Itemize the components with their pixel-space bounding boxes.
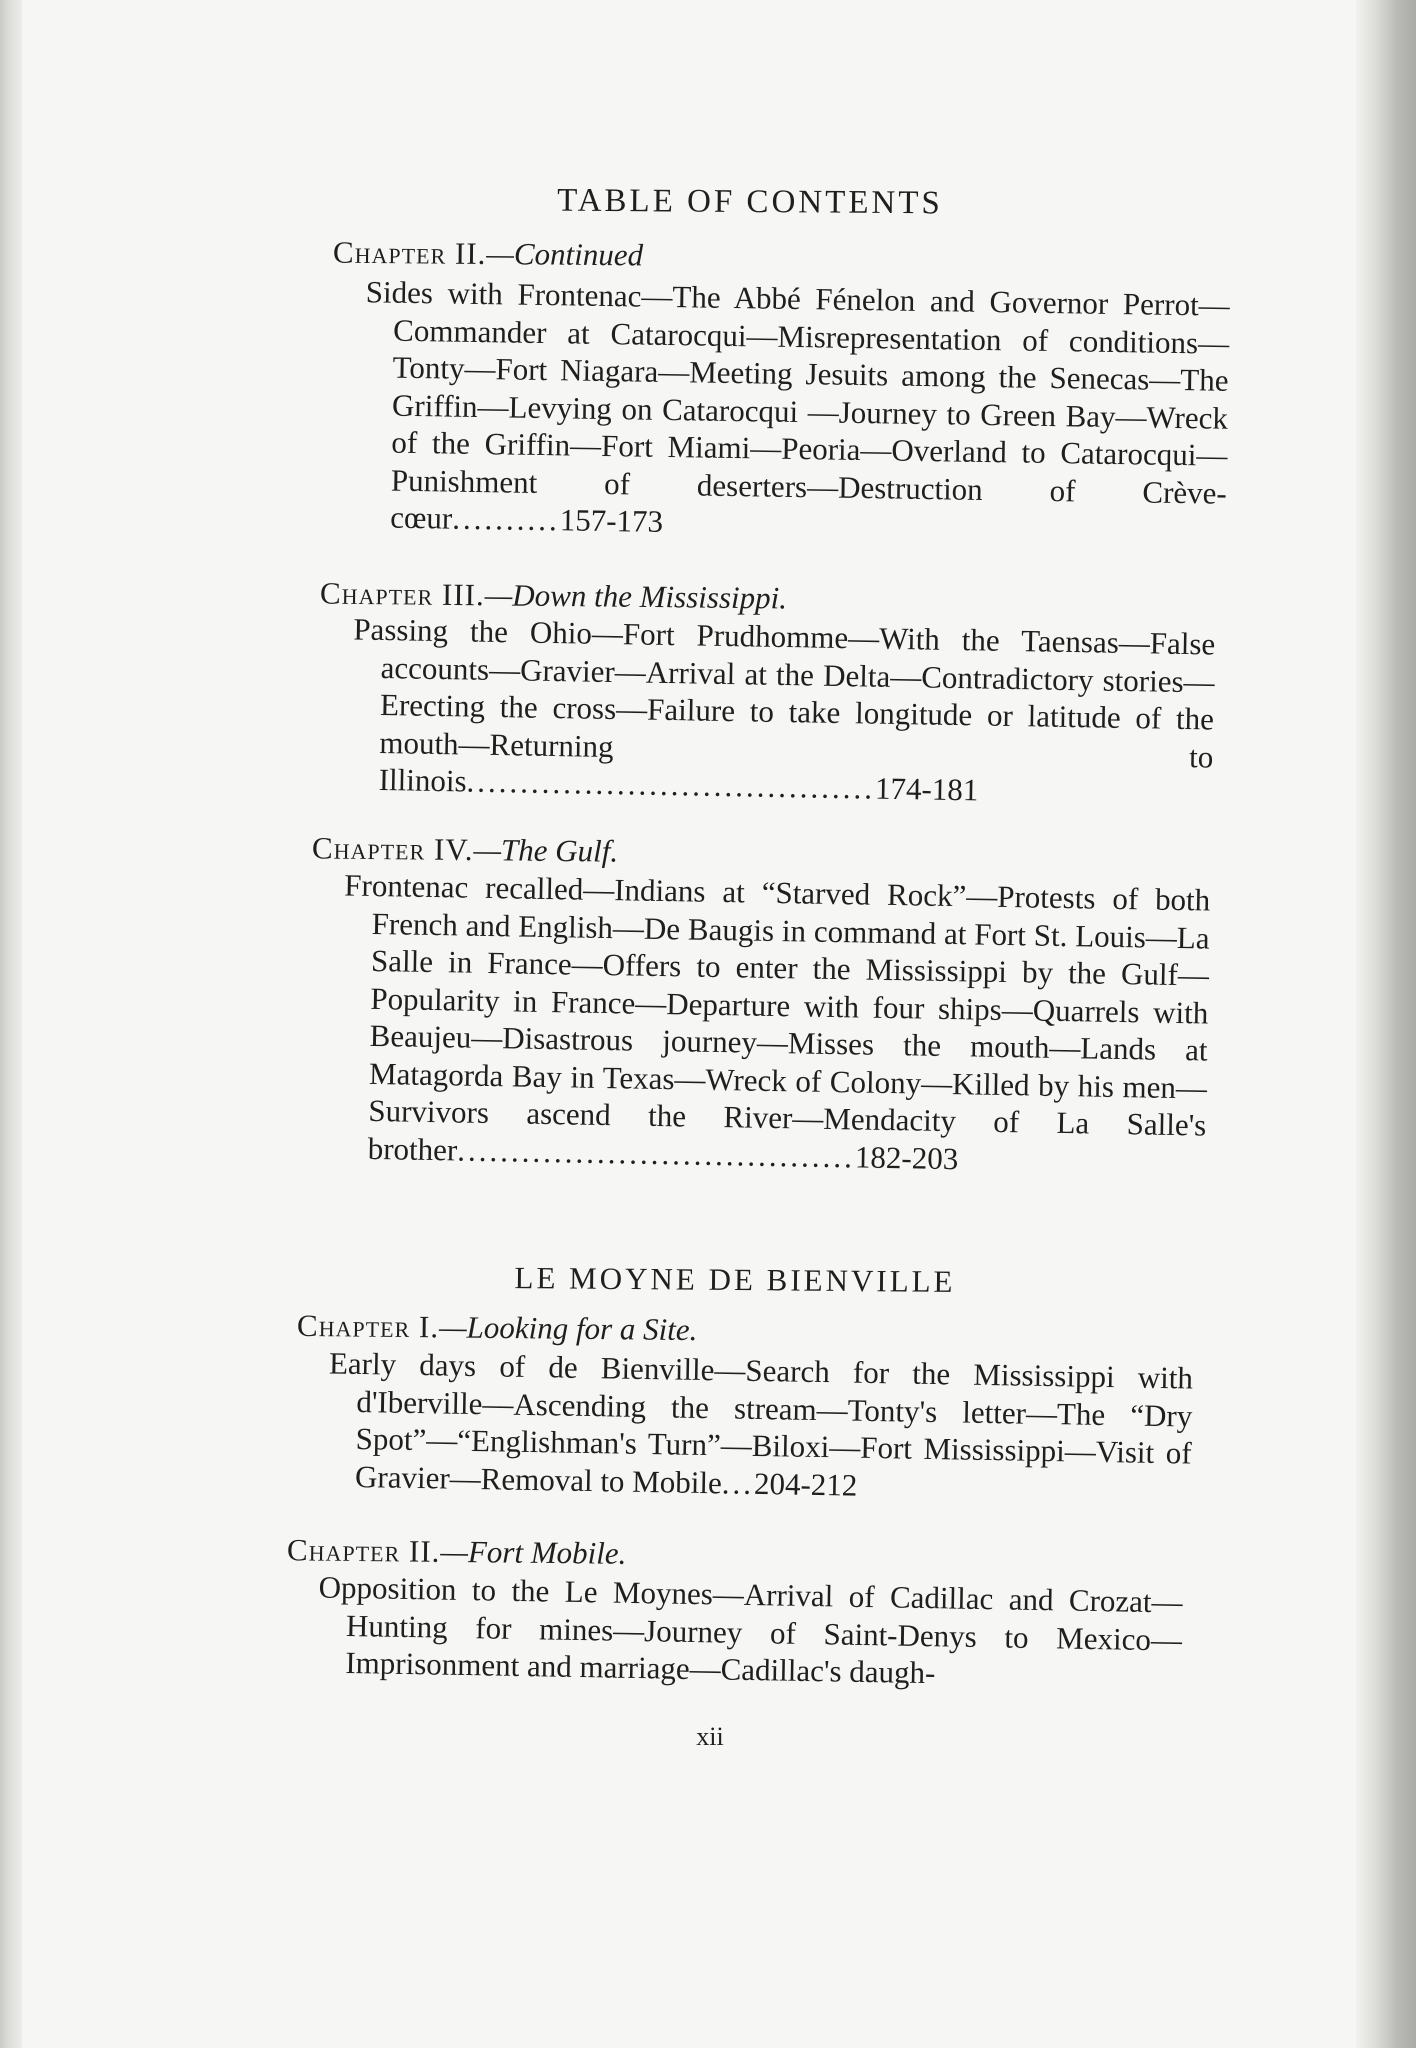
page-range: 204-212 bbox=[753, 1465, 858, 1503]
chapter-subtitle: —Continued bbox=[486, 235, 644, 273]
chapter-summary bbox=[317, 1568, 1183, 1696]
chapter-subtitle: —The Gulf. bbox=[473, 832, 619, 869]
summary-text: Early days of de Bienville—Search for the Mississippi with d'Iberville—Ascending the stream—Tonty's letter—The “Dry Spot”—“Englishman's Turn”—Biloxi—Fort Mississippi—Visit of Gravier—Removal to Mobile bbox=[328, 1345, 1194, 1500]
chapter-subtitle: —Fort Mobile. bbox=[440, 1533, 627, 1571]
chapter-heading bbox=[312, 830, 619, 869]
leader-dots: ... bbox=[721, 1464, 755, 1501]
leader-dots: ..................................... bbox=[456, 1131, 856, 1174]
page-range: 157-173 bbox=[559, 502, 664, 539]
chapter-subtitle: —Down the Mississippi. bbox=[484, 577, 788, 616]
page-number: xii bbox=[696, 1722, 724, 1751]
chapter-label: Chapter II. bbox=[286, 1532, 441, 1569]
chapter-summary bbox=[327, 1344, 1193, 1509]
summary-text: Sides with Frontenac—The Abbé Fénelon and Governor Perrot—Commander at Catarocqui—Misrepresentation of conditions—Tonty—Fort Niagara—Meeting Jesuits among the Senecas—The Griffin—Levying on Catarocqui —Journey to Green Bay—Wreck of the Griffin—Fort Miami—Peoria—Overland to Catarocqui—Punishment of deserters—Destruction of Crève-cœur bbox=[365, 274, 1230, 536]
chapter-label: Chapter III. bbox=[319, 575, 485, 613]
chapter-summary bbox=[339, 866, 1210, 1181]
chapter-summary bbox=[362, 273, 1230, 549]
chapter-label: Chapter II. bbox=[332, 234, 487, 271]
leader-dots: .......... bbox=[451, 500, 561, 538]
chapter-label: Chapter IV. bbox=[311, 830, 474, 868]
summary-text: Opposition to the Le Moynes—Arrival of Cadillac and Crozat—Hunting for mines—Journey of Saint-Denys to Mexico—Imprisonment and marriage—Cadillac's daugh- bbox=[318, 1569, 1183, 1691]
running-head: TABLE OF CONTENTS bbox=[557, 182, 943, 222]
page-range: 174-181 bbox=[874, 770, 979, 808]
leader-dots: ...................................... bbox=[466, 763, 876, 806]
chapter-subtitle: —Looking for a Site. bbox=[438, 1309, 698, 1348]
page-range: 182-203 bbox=[854, 1138, 959, 1176]
summary-text: Frontenac recalled—Indians at “Starved Rock”—Protests of both French and English—De Baugis in command at Fort St. Louis—La Salle in France—Offers to enter the Mississippi by the Gulf—Popularity in France—Departure with four ships—Quarrels with Beaujeu—Disastrous journey—Misses the mouth—Lands at Matagorda Bay in Texas—Wreck of Colony—Killed by his men—Survivors ascend the River—Mendacity of La Salle's brother bbox=[344, 867, 1211, 1167]
chapter-heading bbox=[297, 1308, 698, 1348]
chapter-label: Chapter I. bbox=[296, 1307, 440, 1345]
chapter-heading bbox=[287, 1532, 627, 1572]
chapter-summary bbox=[350, 610, 1215, 813]
section-heading: LE MOYNE DE BIENVILLE bbox=[514, 1260, 956, 1299]
summary-text: Passing the Ohio—Fort Prudhomme—With the Taensas—False accounts—Gravier—Arrival at the Delta—Contradictory stories—Erecting the cross—Failure to take longitude or latitude of the mouth—Returning to Illinois bbox=[353, 611, 1216, 799]
chapter-heading bbox=[333, 235, 643, 274]
